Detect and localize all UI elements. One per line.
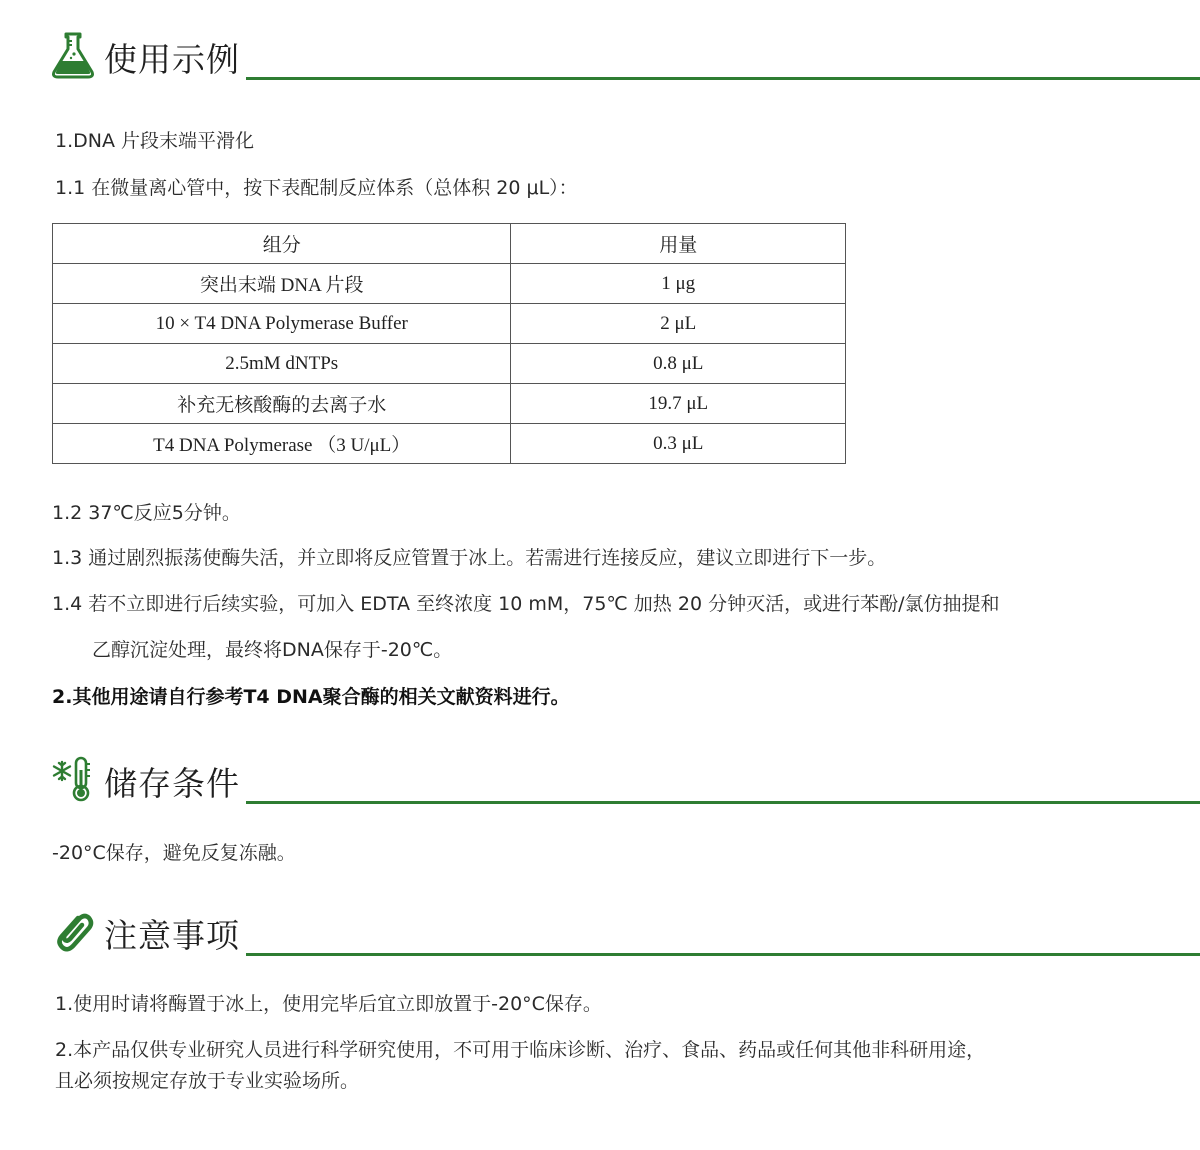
table-row [53, 304, 846, 344]
section-divider [246, 953, 1200, 956]
table-header-row [53, 224, 846, 264]
section-title-storage: 储存条件 [104, 764, 240, 803]
storage-text: -20°C保存，避免反复冻融。 [52, 842, 296, 864]
usage-step-1-4-line1: 1.4 若不立即进行后续实验，可加入 EDTA 至终浓度 10 mM，75℃ 加热 20 分钟灭活，或进行苯酚/氯仿抽提和 [52, 593, 1000, 615]
table-cell-amount: 1 μg [511, 264, 846, 304]
section-divider [246, 801, 1200, 804]
usage-step-1-2: 1.2 37℃反应5分钟。 [52, 502, 241, 524]
table-cell-amount: 0.8 μL [511, 344, 846, 384]
usage-item1-title: 1.DNA 片段末端平滑化 [55, 130, 255, 152]
table-cell-amount: 19.7 μL [511, 384, 846, 424]
note-1: 1.使用时请将酶置于冰上，使用完毕后宜立即放置于-20°C保存。 [55, 993, 602, 1015]
section-title-usage: 使用示例 [104, 40, 240, 79]
note-2-line1: 2.本产品仅供专业研究人员进行科学研究使用，不可用于临床诊断、治疗、食品、药品或任何其他非科研用途， [55, 1039, 986, 1061]
table-cell-component: 突出末端 DNA 片段 [53, 264, 511, 304]
table-cell-amount: 2 μL [511, 304, 846, 344]
section-title-notes: 注意事项 [104, 916, 240, 955]
usage-section-header [48, 28, 1200, 80]
flask-icon [48, 30, 98, 80]
thermometer-snowflake-icon [48, 754, 98, 804]
table-cell-component: 补充无核酸酶的去离子水 [53, 384, 511, 424]
usage-step-1-4-line2: 乙醇沉淀处理，最终将DNA保存于-20℃。 [92, 639, 453, 661]
reaction-recipe-table [52, 223, 846, 464]
table-cell-amount: 0.3 μL [511, 424, 846, 464]
section-divider [246, 77, 1200, 80]
usage-step-1-3: 1.3 通过剧烈振荡使酶失活，并立即将反应管置于冰上。若需进行连接反应，建议立即进行下一步。 [52, 547, 887, 569]
table-header-amount: 用量 [511, 224, 846, 264]
table-row [53, 384, 846, 424]
usage-step-1-1: 1.1 在微量离心管中，按下表配制反应体系（总体积 20 μL）： [55, 177, 578, 199]
table-cell-component: 2.5mM dNTPs [53, 344, 511, 384]
table-row [53, 424, 846, 464]
table-header-component: 组分 [53, 224, 511, 264]
paperclip-icon [48, 906, 98, 956]
notes-section-header [48, 904, 1200, 956]
table-cell-component: T4 DNA Polymerase （3 U/μL） [53, 424, 511, 464]
table-row [53, 344, 846, 384]
table-cell-component: 10 × T4 DNA Polymerase Buffer [53, 304, 511, 344]
storage-section-header [48, 752, 1200, 804]
table-row [53, 264, 846, 304]
note-2-line2: 且必须按规定存放于专业实验场所。 [55, 1070, 360, 1092]
usage-item2: 2.其他用途请自行参考T4 DNA聚合酶的相关文献资料进行。 [52, 686, 570, 708]
